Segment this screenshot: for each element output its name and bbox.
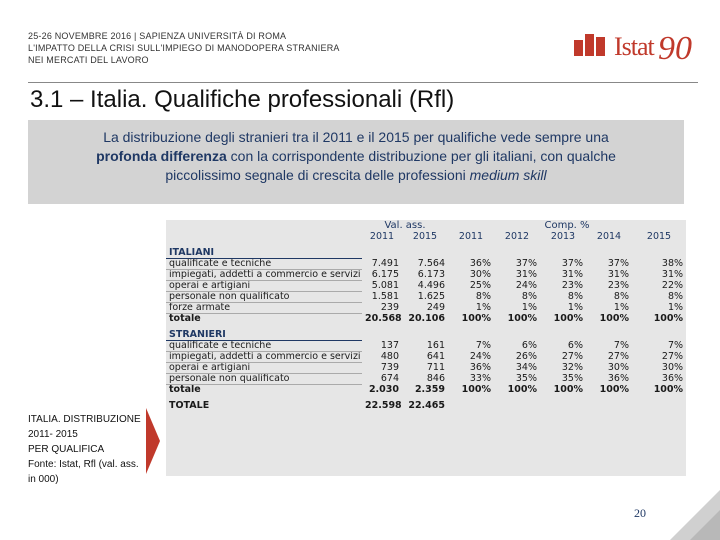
intro-bold: profonda differenza (96, 148, 227, 164)
row-value: 6% (521, 340, 537, 351)
table-row (166, 363, 686, 374)
section-empty (448, 330, 494, 341)
section-empty (402, 248, 448, 259)
section-empty (632, 330, 686, 341)
year-comp-2015: 2015 (646, 232, 672, 242)
section-title-italiani: ITALIANI (166, 248, 362, 259)
total-value: 2.030 (368, 384, 399, 395)
row-value: 7% (613, 340, 629, 351)
header-empty (166, 232, 362, 242)
row-value: 30% (607, 362, 629, 373)
row-value: 22% (661, 280, 684, 291)
year-comp-2013: 2013 (550, 232, 576, 242)
row-value: 7% (475, 340, 491, 351)
row-value: 36% (661, 373, 684, 384)
total-value: 100% (653, 313, 684, 324)
section-empty (494, 330, 540, 341)
row-label: forze armate (166, 303, 362, 314)
row-value: 739 (380, 362, 399, 373)
row-label: impiegati, addetti a commercio e servizi (166, 352, 362, 363)
row-value: 23% (607, 280, 629, 291)
logo-bar-1 (574, 40, 583, 56)
corner-decoration (670, 490, 720, 540)
row-value: 36% (607, 373, 629, 384)
section-empty (540, 330, 586, 341)
row-value: 30% (661, 362, 684, 373)
row-value: 31% (607, 269, 629, 280)
row-value: 31% (515, 269, 537, 280)
data-table-panel (166, 220, 686, 476)
side-caption-line: Fonte: Istat, Rfl (val. ass. (28, 459, 139, 470)
row-value: 30% (469, 269, 491, 280)
year-comp-2014: 2014 (596, 232, 622, 242)
total-value: 100% (461, 313, 491, 324)
row-value: 239 (380, 302, 399, 313)
row-value: 1% (475, 302, 491, 313)
intro-line-3 (28, 166, 684, 185)
section-empty (362, 330, 402, 341)
total-value: 2.359 (414, 384, 445, 395)
section-empty (586, 330, 632, 341)
grand-total-label: TOTALE (169, 401, 210, 411)
table-row (166, 303, 686, 314)
row-value: 6% (567, 340, 583, 351)
section-empty (362, 248, 402, 259)
total-value: 100% (599, 384, 629, 395)
table-row (166, 352, 686, 363)
row-value: 7.564 (417, 258, 445, 269)
section-empty (402, 330, 448, 341)
total-value: 20.568 (365, 313, 402, 324)
header-comp-pct: Comp. % (544, 220, 590, 231)
intro-line-3-pre: piccolissimo segnale di crescita delle professioni (165, 167, 470, 183)
grand-total-row (166, 401, 686, 411)
side-caption-line: 2011- 2015 (28, 429, 78, 440)
grand-total-empty (586, 401, 632, 411)
total-value: 100% (553, 384, 583, 395)
total-row-stranieri (166, 385, 686, 396)
row-value: 31% (561, 269, 583, 280)
row-value: 6.173 (417, 269, 445, 280)
row-value: 35% (561, 373, 583, 384)
year-comp-2011: 2011 (458, 232, 484, 242)
row-value: 7% (667, 340, 684, 351)
qualifiche-table (166, 220, 686, 411)
row-value: 8% (667, 291, 684, 302)
logo-number: 90 (658, 30, 692, 67)
row-value: 35% (515, 373, 537, 384)
side-arrow-marker (146, 408, 160, 474)
row-label: qualificate e tecniche (166, 341, 362, 352)
grand-total-empty (632, 401, 686, 411)
total-value: 20.106 (408, 313, 445, 324)
row-value: 711 (426, 362, 445, 373)
row-value: 37% (607, 258, 629, 269)
side-caption-line: ITALIA. DISTRIBUZIONE (28, 414, 141, 425)
row-value: 27% (561, 351, 583, 362)
table-row (166, 259, 686, 270)
row-value: 24% (469, 351, 491, 362)
row-value: 26% (515, 351, 537, 362)
intro-italic: medium skill (469, 167, 547, 183)
row-value: 8% (613, 291, 629, 302)
row-value: 38% (661, 258, 684, 269)
row-value: 37% (515, 258, 537, 269)
row-value: 137 (380, 340, 399, 351)
table-row (166, 270, 686, 281)
header-divider (28, 82, 698, 83)
row-value: 4.496 (417, 280, 445, 291)
row-value: 8% (567, 291, 583, 302)
grand-total-value: 22.598 (365, 401, 402, 411)
logo-bar-2 (585, 34, 594, 56)
row-value: 36% (469, 362, 491, 373)
row-value: 8% (475, 291, 491, 302)
table-row (166, 341, 686, 352)
row-value: 1.581 (371, 291, 399, 302)
page-number: 20 (634, 506, 646, 520)
side-caption-line: in 000) (28, 474, 59, 485)
row-value: 36% (469, 258, 491, 269)
slide-header (28, 30, 340, 66)
row-value: 8% (521, 291, 537, 302)
row-value: 33% (469, 373, 491, 384)
row-value: 1% (567, 302, 583, 313)
total-value: 100% (599, 313, 629, 324)
section-empty (494, 248, 540, 259)
row-value: 641 (426, 351, 445, 362)
header-line-3: NEI MERCATI DEL LAVORO (28, 55, 149, 65)
total-row-italiani (166, 314, 686, 325)
intro-line-2 (28, 147, 684, 166)
section-empty (586, 248, 632, 259)
row-value: 674 (380, 373, 399, 384)
slide-title: 3.1 – Italia. Qualifiche professionali (Rfl) (30, 86, 455, 113)
year-abs-2011: 2011 (369, 232, 395, 242)
table-header-groups (166, 220, 686, 232)
row-value: 23% (561, 280, 583, 291)
row-value: 27% (661, 351, 684, 362)
total-value: 100% (653, 384, 684, 395)
row-value: 6.175 (371, 269, 399, 280)
section-empty (632, 248, 686, 259)
side-caption-line: PER QUALIFICA (28, 444, 105, 455)
grand-total-value: 22.465 (408, 401, 445, 411)
header-line-1: 25-26 NOVEMBRE 2016 | SAPIENZA UNIVERSITÀ DI ROMA (28, 31, 287, 41)
header-val-ass: Val. ass. (384, 220, 426, 231)
row-label: operai e artigiani (166, 281, 362, 292)
grand-total-empty (448, 401, 494, 411)
section-empty (540, 248, 586, 259)
section-empty (448, 248, 494, 259)
row-value: 25% (469, 280, 491, 291)
year-abs-2015: 2015 (412, 232, 438, 242)
row-value: 1% (613, 302, 629, 313)
row-value: 24% (515, 280, 537, 291)
row-value: 161 (426, 340, 445, 351)
row-value: 480 (380, 351, 399, 362)
logo-word: Istat (614, 32, 654, 61)
row-value: 846 (426, 373, 445, 384)
row-label: operai e artigiani (166, 363, 362, 374)
row-value: 249 (426, 302, 445, 313)
side-caption (28, 412, 141, 487)
logo-bar-3 (596, 37, 605, 56)
total-value: 100% (507, 384, 537, 395)
intro-line-2-rest: con la corrispondente distribuzione per gli italiani, con qualche (226, 148, 616, 164)
row-value: 37% (561, 258, 583, 269)
total-label: totale (169, 313, 201, 324)
table-row (166, 281, 686, 292)
row-value: 32% (561, 362, 583, 373)
row-value: 1% (667, 302, 684, 313)
row-value: 31% (661, 269, 684, 280)
row-value: 1.625 (417, 291, 445, 302)
row-value: 27% (607, 351, 629, 362)
table-row (166, 374, 686, 385)
grand-total-empty (540, 401, 586, 411)
row-label: impiegati, addetti a commercio e servizi (166, 270, 362, 281)
intro-box (28, 120, 684, 204)
grand-total-empty (494, 401, 540, 411)
section-italiani (166, 248, 686, 259)
row-value: 34% (515, 362, 537, 373)
header-line-2: L'IMPATTO DELLA CRISI SULL'IMPIEGO DI MANODOPERA STRANIERA (28, 43, 340, 53)
section-stranieri (166, 330, 686, 341)
section-title-stranieri: STRANIERI (166, 330, 362, 341)
istat-logo (574, 28, 694, 72)
total-value: 100% (461, 384, 491, 395)
total-value: 100% (553, 313, 583, 324)
year-comp-2012: 2012 (504, 232, 530, 242)
total-value: 100% (507, 313, 537, 324)
row-value: 1% (521, 302, 537, 313)
row-label: qualificate e tecniche (166, 259, 362, 270)
table-header-years (166, 232, 686, 242)
row-value: 7.491 (371, 258, 399, 269)
row-value: 5.081 (371, 280, 399, 291)
header-empty (166, 220, 362, 232)
total-label: totale (169, 384, 201, 395)
row-label: personale non qualificato (166, 292, 362, 303)
table-row (166, 292, 686, 303)
row-label: personale non qualificato (166, 374, 362, 385)
intro-line-1: La distribuzione degli stranieri tra il 2011 e il 2015 per qualifiche vede sempre una (103, 129, 609, 145)
